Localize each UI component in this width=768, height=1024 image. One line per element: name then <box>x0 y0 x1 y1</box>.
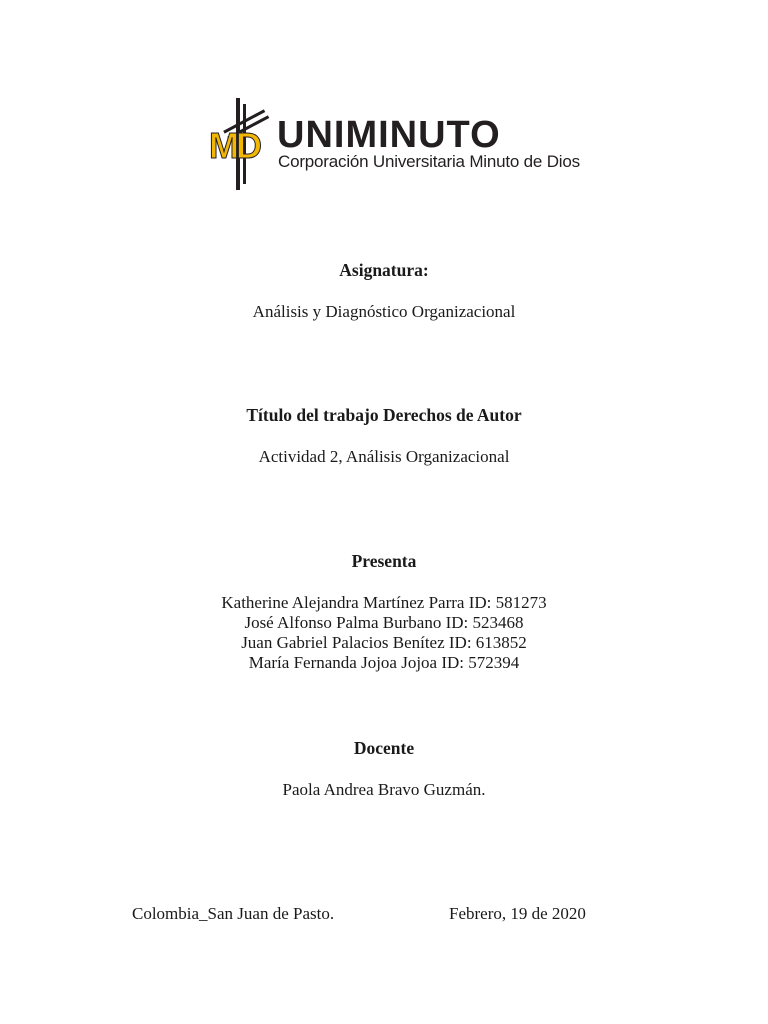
work-title-value: Actividad 2, Análisis Organizacional <box>258 447 510 466</box>
presenter-name: Katherine Alejandra Martínez Parra ID: 581273 <box>221 593 547 612</box>
logo-brand: UNIMINUTO <box>277 114 501 156</box>
teacher-heading: Docente <box>353 738 415 758</box>
md-cross-icon <box>207 96 277 194</box>
presenter-name: José Alfonso Palma Burbano ID: 523468 <box>244 613 524 632</box>
university-logo <box>207 96 580 194</box>
presenter-name: Juan Gabriel Palacios Benítez ID: 613852 <box>241 633 527 652</box>
presenters-heading: Presenta <box>351 551 417 571</box>
presenter-name: María Fernanda Jojoa Jojoa ID: 572394 <box>248 653 520 672</box>
work-title-heading: Título del trabajo Derechos de Autor <box>246 405 522 425</box>
footer-date: Febrero, 19 de 2020 <box>449 904 586 923</box>
logo-subtitle: Corporación Universitaria Minuto de Dios <box>278 152 580 171</box>
logo-mark: MD <box>209 125 259 166</box>
footer-location: Colombia_San Juan de Pasto. <box>132 904 335 923</box>
subject-value: Análisis y Diagnóstico Organizacional <box>252 302 516 321</box>
subject-heading: Asignatura: <box>339 260 429 280</box>
teacher-name: Paola Andrea Bravo Guzmán. <box>282 780 486 799</box>
